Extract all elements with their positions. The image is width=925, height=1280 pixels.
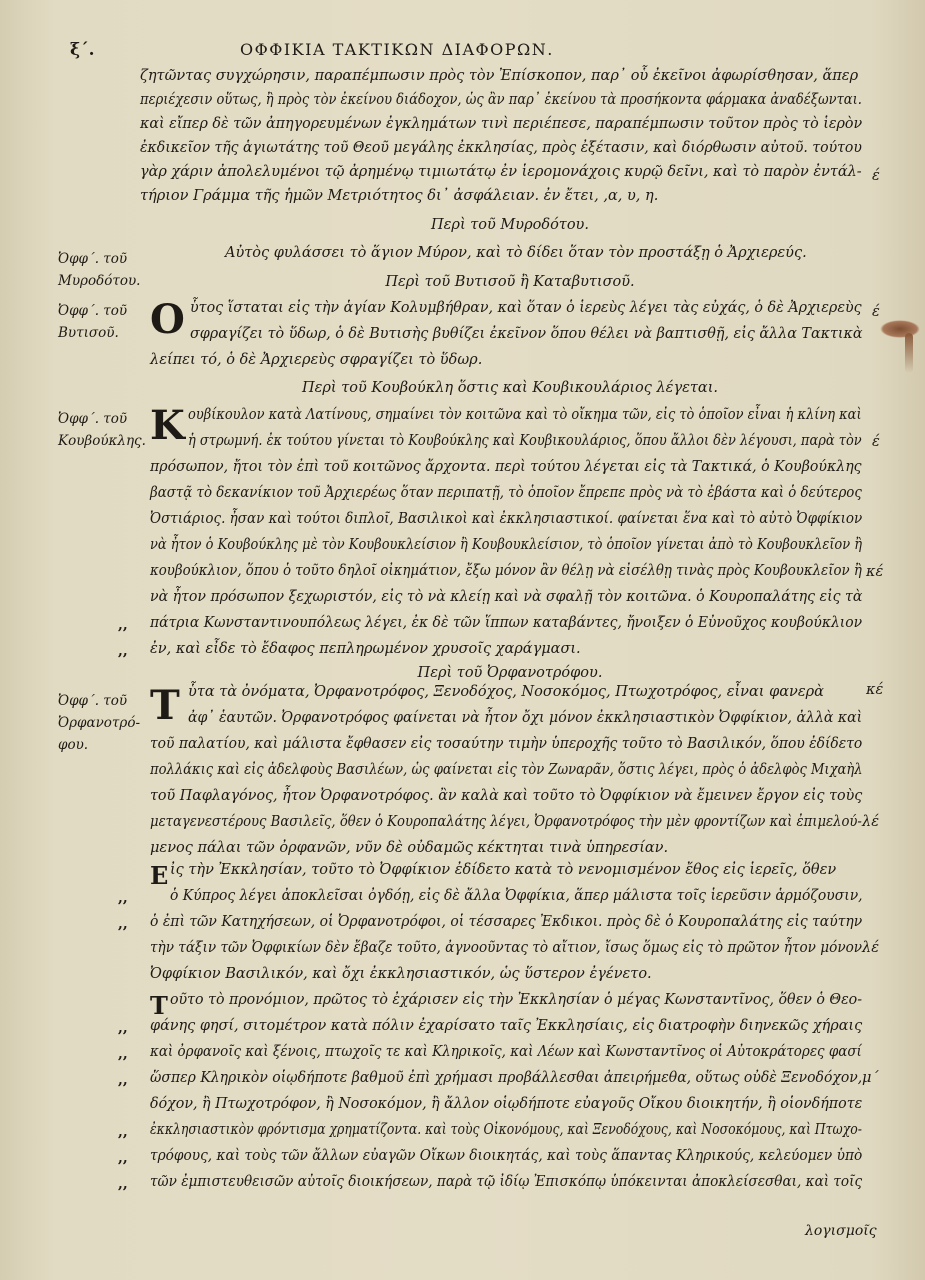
margin-comma: ,,: [118, 617, 128, 633]
margin-note: Ὀφφ΄. τοῦ Κουβούκλης.: [58, 411, 146, 449]
margin-note: Ὀφφ΄. τοῦ Ὀρφανοτρό- φου.: [58, 693, 141, 753]
body-line: ὥσπερ Κληρικὸν οἱῳδήποτε βαθμοῦ ἐπὶ χρήμασι προβάλλεσθαι ἀπειρήμεθα, οὕτως οὐδὲ Ξενοδόχον,: [150, 1070, 863, 1086]
margin-comma: ,,: [118, 890, 128, 906]
right-margin-mark: μ΄: [862, 1070, 879, 1086]
drop-cap: Ε: [150, 861, 169, 890]
margin-comma: ,,: [118, 916, 128, 932]
margin-comma: ,,: [118, 1176, 128, 1192]
page-number: ξ´.: [70, 40, 95, 60]
body-line: ὁ Κύπρος λέγει ἀποκλεῖσαι ὀγδόῃ, εἰς δὲ ἄλλα Ὀφφίκια, ἅπερ μάλιστα τοῖς ἱερεῦσιν ἁρμόζουσιν,: [170, 888, 863, 904]
body-line: ἐκκλησιαστικὸν φρόντισμα χρηματίζοντα. καὶ τοὺς Οἰκονόμους, καὶ Ξενοδόχους, καὶ Νοσοκόμους, καὶ Πτωχο-: [150, 1122, 862, 1138]
body-line: ὗτος ἵσταται εἰς τὴν ἁγίαν Κολυμβήθραν, καὶ ὅταν ὁ ἱερεὺς λέγει τὰς εὐχάς, ὁ δὲ Ἀρχιερεὺς: [190, 300, 862, 316]
body-line: δόχον, ἢ Πτωχοτρόφον, ἢ Νοσοκόμον, ἢ ἄλλον οἱῳδήποτε εὐαγοῦς Οἴκου διοικητήν, ἢ οἱονδήποτε: [150, 1096, 863, 1112]
margin-comma: ,,: [118, 1020, 128, 1036]
body-line: ἡ στρωμνή. ἐκ τούτου γίνεται τὸ Κουβούκλης καὶ Κουβικουλάριος, ὅπου ἄλλοι δὲν λέγουσι, παρὰ τὸν: [188, 433, 862, 449]
body-line: οῦτο τὸ προνόμιον, πρῶτος τὸ ἐχάρισεν εἰς τὴν Ἐκκλησίαν ὁ μέγας Κωνσταντῖνος, ὅθεν ὁ Θεο-: [170, 992, 863, 1008]
body-line: μεταγενεστέρους Βασιλεῖς, ὅθεν ὁ Κουροπαλάτης λέγει, Ὀρφανοτρόφος τὴν μὲν φροντίζων καὶ ἐπιμελού-: [150, 814, 862, 830]
section-heading: Περὶ τοῦ Κουβούκλη ὅστις καὶ Κουβικουλάριος λέγεται.: [301, 380, 719, 396]
margin-comma: ,,: [118, 1046, 128, 1062]
body-line: Αὐτὸς φυλάσσει τὸ ἅγιον Μύρον, καὶ τὸ δίδει ὅταν τὸν προστάξῃ ὁ Ἀρχιερεύς.: [225, 245, 807, 261]
right-margin-mark: λέ: [862, 814, 879, 830]
body-line: νὰ ἦτον πρόσωπον ξεχωριστόν, εἰς τὸ νὰ κλείῃ καὶ νὰ σφαλῇ τὸν κοιτῶνα. ὁ Κουροπαλάτης εἰς τὰ: [150, 589, 863, 605]
running-title: ΟΦΦΙΚΙΑ ΤΑΚΤΙΚΩΝ ΔΙΑΦΟΡΩΝ.: [240, 40, 554, 59]
section-heading: Περὶ τοῦ Βυτισοῦ ἢ Καταβυτισοῦ.: [385, 274, 635, 290]
margin-comma: ,,: [118, 1150, 128, 1166]
section-heading: Περὶ τοῦ Ὀρφανοτρόφου.: [417, 665, 603, 681]
body-line: βαστᾷ τὸ δεκανίκιον τοῦ Ἀρχιερέως ὅταν περιπατῇ, τὸ ὁποῖον ἔπρεπε πρὸς νὰ τὸ ἐβάστα καὶ ὁ δεύτερος: [150, 485, 862, 501]
intro-line: γὰρ χάριν ἀπολελυμένοι τῷ ἀρημένῳ τιμιωτάτῳ ἐν ἱερομονάχοις κυρῷ δεῖνι, καὶ τὸ παρὸν ἐντάλ-: [140, 164, 862, 180]
body-line: νὰ ἦτον ὁ Κουβούκλης μὲ τὸν Κουβουκλείσιον ἢ Κουβουκλείσιον, τὸ ὁποῖον γίνεται ἀπὸ τὸ Κουβουκλεῖον ἢ: [150, 537, 863, 553]
intro-line: τήριον Γράμμα τῆς ἡμῶν Μετριότητος δι᾽ ἀσφάλειαν. ἐν ἔτει, ,α, υ, η.: [140, 188, 659, 204]
margin-comma: ,,: [118, 1124, 128, 1140]
body-line: ουβίκουλον κατὰ Λατίνους, σημαίνει τὸν κοιτῶνα καὶ τὸ οἴκημα τῶν, εἰς τὸ ὁποῖον εἶναι ἡ κλίνη καὶ: [188, 407, 862, 423]
section-heading: Περὶ τοῦ Μυροδότου.: [431, 217, 589, 233]
body-line: ἀφ᾽ ἑαυτῶν. Ὀρφανοτρόφος φαίνεται νὰ ἦτον ὄχι μόνον ἐκκλησιαστικὸν Ὀφφίκιον, ἀλλὰ καὶ: [188, 710, 863, 726]
margin-note: Ὀφφ΄. τοῦ Μυροδότου.: [58, 251, 141, 289]
right-margin-mark: κέ: [866, 564, 884, 580]
margin-comma: ,,: [118, 643, 128, 659]
intro-line: περιέχεσιν οὕτως, ἢ πρὸς τὸν ἐκείνου διάδοχον, ὡς ἂν παρ᾽ ἐκείνου τὰ προσήκοντα φάρμακα ἀναδέξωνται.: [140, 92, 862, 108]
drop-cap: Ο: [150, 296, 185, 343]
body-line: τοῦ Παφλαγόνος, ἦτον Ὀρφανοτρόφος. ἂν καλὰ καὶ τοῦτο τὸ Ὀφφίκιον νὰ ἔμεινεν ἔργον εἰς τοὺς: [150, 788, 863, 804]
drop-cap: Τ: [150, 682, 180, 729]
body-line: ὁ ἐπὶ τῶν Κατηχήσεων, οἱ Ὀρφανοτρόφοι, οἱ τέσσαρες Ἐκδικοι. πρὸς δὲ ὁ Κουροπαλάτης εἰς ταύτην: [150, 914, 863, 930]
body-line: ἐν, καὶ εἶδε τὸ ἔδαφος πεπληρωμένον χρυσοῖς χαράγμασι.: [150, 641, 581, 657]
catchword: λογισμοῖς: [805, 1223, 877, 1239]
drop-cap: Τ: [150, 991, 168, 1020]
ink-stain: [880, 320, 920, 338]
body-line: ὗτα τὰ ὀνόματα, Ὀρφανοτρόφος, Ξενοδόχος, Νοσοκόμος, Πτωχοτρόφος, εἶναι φανερὰ: [188, 684, 824, 700]
body-line: πάτρια Κωνσταντινουπόλεως λέγει, ἐκ δὲ τῶν ἵππων καταβάντες, ἤνοιξεν ὁ Εὐνοῦχος κουβούκλιον: [150, 615, 863, 631]
intro-line: ζητῶντας συγχώρησιν, παραπέμπωσιν πρὸς τὸν Ἐπίσκοπον, παρ᾽ οὗ ἐκεῖνοι ἀφωρίσθησαν, ἅπερ: [140, 68, 859, 84]
body-line: λείπει τό, ὁ δὲ Ἀρχιερεὺς σφραγίζει τὸ ὕδωρ.: [150, 352, 483, 368]
right-margin-mark: έ: [872, 434, 880, 450]
margin-note: Ὀφφ΄. τοῦ Βυτισοῦ.: [58, 303, 128, 341]
intro-line: ἐκδικεῖον τῆς ἁγιωτάτης τοῦ Θεοῦ μεγάλης ἐκκλησίας, πρὸς ἐξέτασιν, καὶ διόρθωσιν αὐτοῦ. τούτου: [140, 140, 862, 156]
body-line: ἰς τὴν Ἐκκλησίαν, τοῦτο τὸ Ὀφφίκιον ἐδίδετο κατὰ τὸ νενομισμένον ἔθος εἰς ἱερεῖς, ὅθεν: [170, 862, 837, 878]
body-line: τρόφους, καὶ τοὺς τῶν ἄλλων εὐαγῶν Οἴκων διοικητάς, καὶ τοὺς ἅπαντας Κληρικούς, κελεύομεν ὑπὸ: [150, 1148, 863, 1164]
right-margin-mark: έ: [872, 304, 880, 320]
body-line: Ὀφφίκιον Βασιλικόν, καὶ ὄχι ἐκκλησιαστικόν, ὡς ὕστερον ἐγένετο.: [150, 966, 652, 982]
right-margin-mark: λέ: [862, 940, 879, 956]
body-line: πολλάκις καὶ εἰς ἀδελφοὺς Βασιλέων, ὡς φαίνεται εἰς τὸν Ζωναρᾶν, ὅστις λέγει, πρὸς ὁ ἀδελφὸς Μιχαὴλ: [150, 762, 863, 778]
body-line: τὴν τάξιν τῶν Ὀφφικίων δὲν ἔβαζε τοῦτο, ἀγνοοῦντας τὸ αἴτιον, ἴσως ὅμως εἰς τὸ πρῶτον ἦτον μόνον: [150, 940, 863, 956]
body-line: κουβούκλιον, ὅπου ὁ τοῦτο δηλοῖ οἰκημάτιον, ἔξω μόνον ἂν θέλῃ νὰ εἰσέλθῃ τινὰς πρὸς Κουβουκλεῖον ἢ: [150, 563, 862, 579]
body-line: σφραγίζει τὸ ὕδωρ, ὁ δὲ Βυτισὴς βυθίζει ἐκεῖνον ὅπου θέλει νὰ βαπτισθῇ, εἰς ἄλλα Τακτικὰ: [190, 326, 863, 342]
intro-line: καὶ εἴπερ δὲ τῶν ἀπηγορευμένων ἐγκλημάτων τινὶ περιέπεσε, παραπέμπωσιν τοῦτον πρὸς τὸ ἱερὸν: [140, 116, 863, 132]
right-margin-mark: έ: [872, 168, 880, 184]
margin-comma: ,,: [118, 1072, 128, 1088]
right-margin-mark: κέ: [866, 682, 884, 698]
body-line: τοῦ παλατίου, καὶ μάλιστα ἔφθασεν εἰς τοσαύτην τιμὴν ὑπεροχῆς τοῦτο τὸ Βασιλικόν, ὅπου ἐδίδετο: [150, 736, 863, 752]
drop-cap: Κ: [150, 402, 185, 449]
body-line: τῶν ἐμπιστευθεισῶν αὐτοῖς διοικήσεων, παρὰ τῷ ἰδίῳ Ἐπισκόπῳ ὑπόκεινται ἀποκλείσεσθαι, καὶ τοῖς: [150, 1174, 863, 1190]
ink-stain-drip: [905, 333, 913, 373]
body-line: πρόσωπον, ἤτοι τὸν ἐπὶ τοῦ κοιτῶνος ἄρχοντα. περὶ τούτου λέγεται εἰς τὰ Τακτικά, ὁ Κουβούκλης: [150, 459, 862, 475]
body-line: καὶ ὀρφανοῖς καὶ ξένοις, πτωχοῖς τε καὶ Κληρικοῖς, καὶ Λέων καὶ Κωνσταντῖνος οἱ Αὐτοκράτορες φασί: [150, 1044, 862, 1060]
body-line: φάνης φησί, σιτομέτρον κατὰ πόλιν ἐχαρίσατο ταῖς Ἐκκλησίαις, εἰς διατροφὴν διηνεκῶς χήραις: [150, 1018, 863, 1034]
body-line: μενος πάλαι τῶν ὀρφανῶν, νῦν δὲ οὐδαμῶς κέκτηται τινὰ ὑπηρεσίαν.: [150, 840, 669, 856]
body-line: Ὀστιάριος. ἦσαν καὶ τούτοι διπλοῖ, Βασιλικοὶ καὶ ἐκκλησιαστικοί. φαίνεται ἕνα καὶ τὸ αὐτὸ Ὀφφίκιον: [150, 511, 863, 527]
